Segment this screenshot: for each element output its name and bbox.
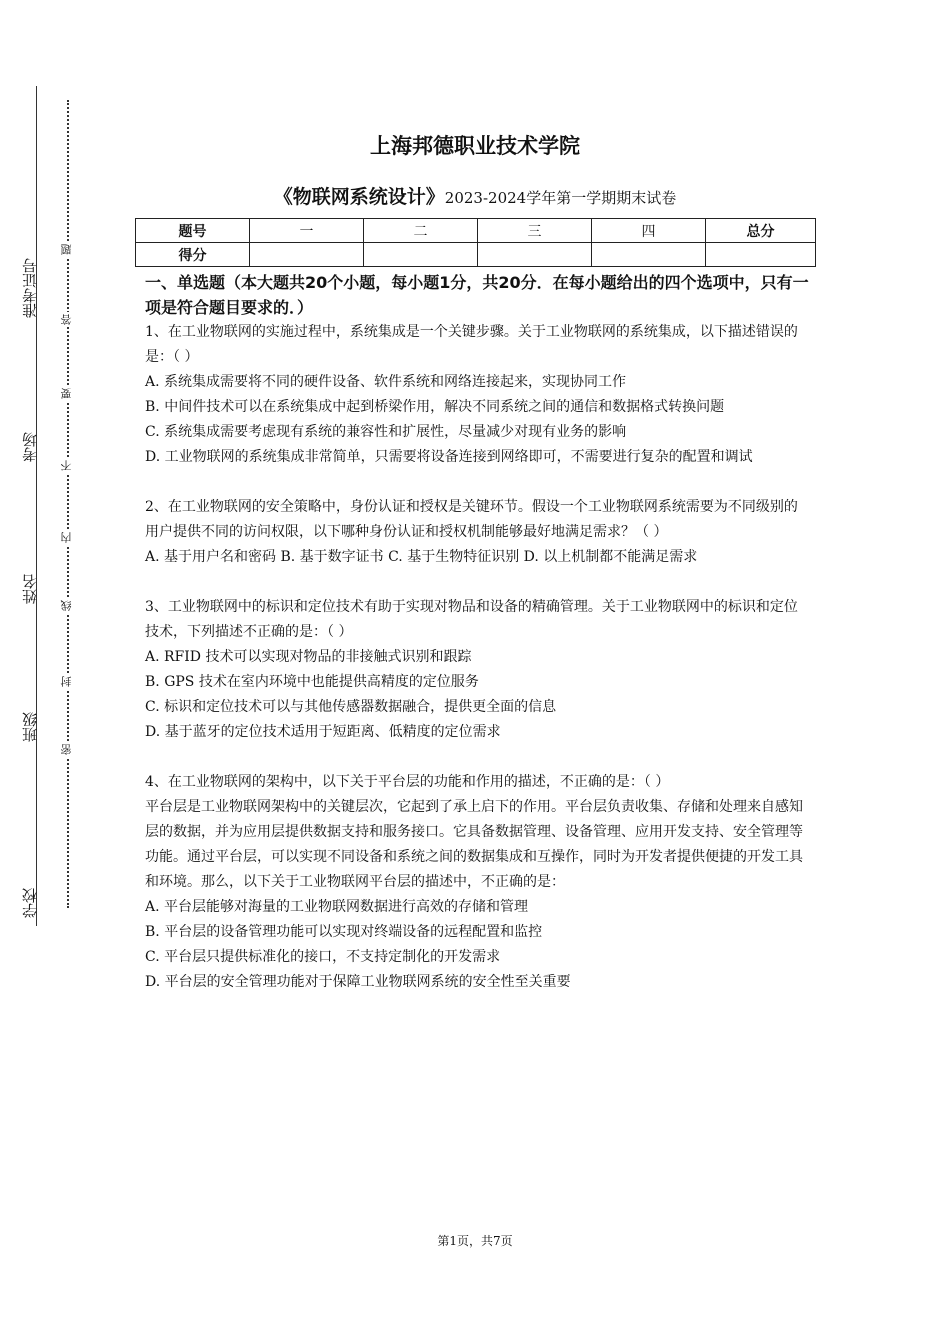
score-table-cell: 一 bbox=[250, 219, 364, 243]
question-option: B. 中间件技术可以在系统集成中起到桥梁作用，解决不同系统之间的通信和数据格式转换问题 bbox=[145, 399, 725, 415]
field-exam-room-label: 考场 bbox=[21, 432, 39, 462]
score-blank-cell bbox=[364, 243, 478, 267]
score-blank-cell bbox=[250, 243, 364, 267]
question-option: A. 系统集成需要将不同的硬件设备、软件系统和网络连接起来，实现协同工作 bbox=[145, 374, 627, 390]
question-option: A. 平台层能够对海量的工业物联网数据进行高效的存储和管理 bbox=[145, 899, 529, 915]
question-body: 平台层是工业物联网架构中的关键层次，它起到了承上启下的作用。平台层负责收集、存储和处理来自感知层的数据，并为应用层提供数据支持和服务接口。它具备数据管理、设备管理、应用开发支持、安全管理等功能。通过平台层，可以实现不同设备和系统之间的数据集成和互操作，同时为开发者提供便捷的开发工具和环境。那么，以下关于工业物联网平台层的描述中，不正确的是： bbox=[145, 799, 803, 890]
question-2 bbox=[145, 495, 810, 570]
seal-char: 线 bbox=[60, 600, 73, 611]
question-stem: 3、工业物联网中的标识和定位技术有助于实现对物品和设备的精确管理。关于工业物联网中的标识和定位技术，下列描述不正确的是：（ ） bbox=[145, 599, 798, 640]
school-title: 上海邦德职业技术学院 bbox=[370, 134, 580, 158]
question-option: A. RFID 技术可以实现对物品的非接触式识别和跟踪 bbox=[145, 649, 472, 665]
score-table-cell: 四 bbox=[592, 219, 706, 243]
score-table-cell: 总分 bbox=[706, 219, 816, 243]
section-heading: 一、单选题（本大题共20个小题，每小题1分，共20分．在每小题给出的四个选项中，只有一项是符合题目要求的．） bbox=[145, 273, 809, 317]
seal-char: 题 bbox=[60, 244, 73, 255]
question-stem: 4、在工业物联网的架构中，以下关于平台层的功能和作用的描述，不正确的是：（ ） bbox=[145, 774, 670, 790]
field-ticket-number-label: 准考证号 bbox=[21, 258, 39, 318]
page-footer: 第1页，共7页 bbox=[437, 1234, 513, 1248]
score-table bbox=[135, 218, 816, 267]
score-blank-cell bbox=[592, 243, 706, 267]
score-table-cell: 三 bbox=[478, 219, 592, 243]
question-1 bbox=[145, 320, 810, 470]
exam-term: 2023-2024学年第一学期期末试卷 bbox=[444, 189, 677, 207]
course-name: 《物联网系统设计》 bbox=[273, 186, 445, 208]
seal-char: 密 bbox=[60, 744, 73, 755]
question-stem: 2、在工业物联网的安全策略中，身份认证和授权是关键环节。假设一个工业物联网系统需要为不同级别的用户提供不同的访问权限，以下哪种身份认证和授权机制能够最好地满足需求？（ ） bbox=[145, 499, 798, 540]
field-school-label: 学校 bbox=[21, 888, 39, 918]
question-3 bbox=[145, 595, 810, 745]
score-table-cell: 二 bbox=[364, 219, 478, 243]
question-option: D. 工业物联网的系统集成非常简单，只需要将设备连接到网络即可，不需要进行复杂的配置和调试 bbox=[145, 449, 753, 465]
question-option: A. 基于用户名和密码 B. 基于数字证书 C. 基于生物特征识别 D. 以上机制都不能满足需求 bbox=[145, 549, 698, 565]
question-option: D. 平台层的安全管理功能对于保障工业物联网系统的安全性至关重要 bbox=[145, 974, 571, 990]
exam-content bbox=[145, 270, 810, 995]
question-option: B. GPS 技术在室内环境中也能提供高精度的定位服务 bbox=[145, 674, 479, 690]
seal-char: 封 bbox=[60, 676, 73, 687]
score-blank-cell bbox=[478, 243, 592, 267]
exam-subtitle bbox=[0, 182, 950, 209]
seal-char: 要 bbox=[60, 388, 73, 399]
score-table-cell: 题号 bbox=[136, 219, 250, 243]
score-table-header-row bbox=[136, 219, 816, 243]
question-option: D. 基于蓝牙的定位技术适用于短距离、低精度的定位需求 bbox=[145, 724, 501, 740]
question-stem: 1、在工业物联网的实施过程中，系统集成是一个关键步骤。关于工业物联网的系统集成，以下描述错误的是：（ ） bbox=[145, 324, 798, 365]
question-option: C. 平台层只提供标准化的接口，不支持定制化的开发需求 bbox=[145, 949, 501, 965]
question-option: C. 标识和定位技术可以与其他传感器数据融合，提供更全面的信息 bbox=[145, 699, 557, 715]
score-table-score-row bbox=[136, 243, 816, 267]
binding-line bbox=[36, 86, 37, 926]
field-name-label: 姓名 bbox=[21, 574, 39, 604]
question-4 bbox=[145, 770, 810, 995]
seal-char: 内 bbox=[60, 532, 73, 543]
score-table-cell: 得分 bbox=[136, 243, 250, 267]
seal-char: 不 bbox=[60, 460, 73, 471]
seal-dotted-line bbox=[67, 100, 69, 908]
field-class-label: 班级 bbox=[21, 712, 39, 742]
question-option: C. 系统集成需要考虑现有系统的兼容性和扩展性，尽量减少对现有业务的影响 bbox=[145, 424, 627, 440]
seal-char: 答 bbox=[60, 314, 73, 325]
score-blank-cell bbox=[706, 243, 816, 267]
question-option: B. 平台层的设备管理功能可以实现对终端设备的远程配置和监控 bbox=[145, 924, 543, 940]
